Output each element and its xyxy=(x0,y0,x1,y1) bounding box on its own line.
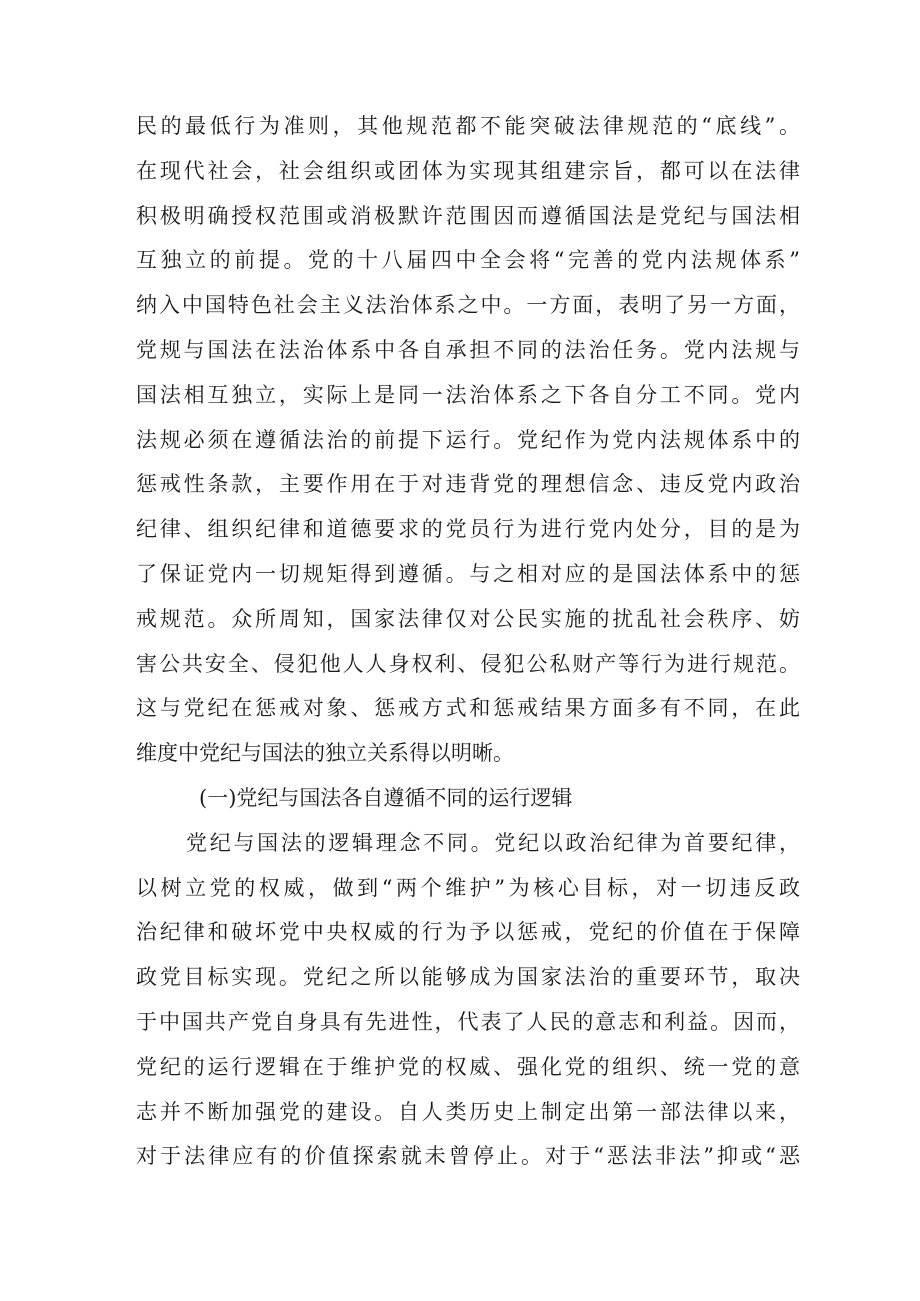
text-line: 志并不断加强党的建设。自人类历史上制定出第一部法律以来， xyxy=(136,1099,800,1124)
text-line: 在现代社会，社会组织或团体为实现其组建宗旨，都可以在法律 xyxy=(136,158,800,183)
text-line: 治纪律和破坏党中央权威的行为予以惩戒，党纪的价值在于保障 xyxy=(136,920,800,945)
text-line: 政党目标实现。党纪之所以能够成为国家法治的重要环节，取决 xyxy=(136,965,800,990)
text-line: 害公共安全、侵犯他人人身权利、侵犯公私财产等行为进行规范。 xyxy=(136,651,800,676)
text-line: 纪律、组织纪律和道德要求的党员行为进行党内处分，目的是为 xyxy=(136,517,800,542)
text-line: 纳入中国特色社会主义法治体系之中。一方面，表明了另一方面， xyxy=(136,293,800,318)
text-line: 惩戒性条款，主要作用在于对违背党的理想信念、违反党内政治 xyxy=(136,472,800,497)
text-line: 维度中党纪与国法的独立关系得以明晰。 xyxy=(136,741,514,766)
section-heading: (一)党纪与国法各自遵循不同的运行逻辑 xyxy=(199,785,573,810)
text-line: 了保证党内一切规矩得到遵循。与之相对应的是国法体系中的惩 xyxy=(136,561,800,586)
text-line: 于中国共产党自身具有先进性，代表了人民的意志和利益。因而， xyxy=(136,1009,800,1034)
body-text xyxy=(136,104,800,1179)
text-line: 法规必须在遵循法治的前提下运行。党纪作为党内法规体系中的 xyxy=(136,427,800,452)
text-line: 戒规范。众所周知，国家法律仅对公民实施的扰乱社会秩序、妨 xyxy=(136,606,800,631)
text-line: 民的最低行为准则，其他规范都不能突破法律规范的“底线”。 xyxy=(136,114,800,138)
text-line: 这与党纪在惩戒对象、惩戒方式和惩戒结果方面多有不同，在此 xyxy=(136,696,800,721)
text-line: 以树立党的权威，做到“两个维护”为核心目标，对一切违反政 xyxy=(136,875,800,900)
text-line: 党规与国法在法治体系中各自承担不同的法治任务。党内法规与 xyxy=(136,337,800,362)
text-line: 国法相互独立，实际上是同一法治体系之下各自分工不同。党内 xyxy=(136,382,800,407)
text-line: 党纪的运行逻辑在于维护党的权威、强化党的组织、统一党的意 xyxy=(136,1054,800,1079)
text-line: 党纪与国法的逻辑理念不同。党纪以政治纪律为首要纪律， xyxy=(186,830,800,855)
text-line: 互独立的前提。党的十八届四中全会将“完善的党内法规体系” xyxy=(136,248,800,273)
text-line: 积极明确授权范围或消极默许范围因而遵循国法是党纪与国法相 xyxy=(136,203,800,228)
text-line: 对于法律应有的价值探索就未曾停止。对于“恶法非法”抑或“恶 xyxy=(136,1144,800,1169)
